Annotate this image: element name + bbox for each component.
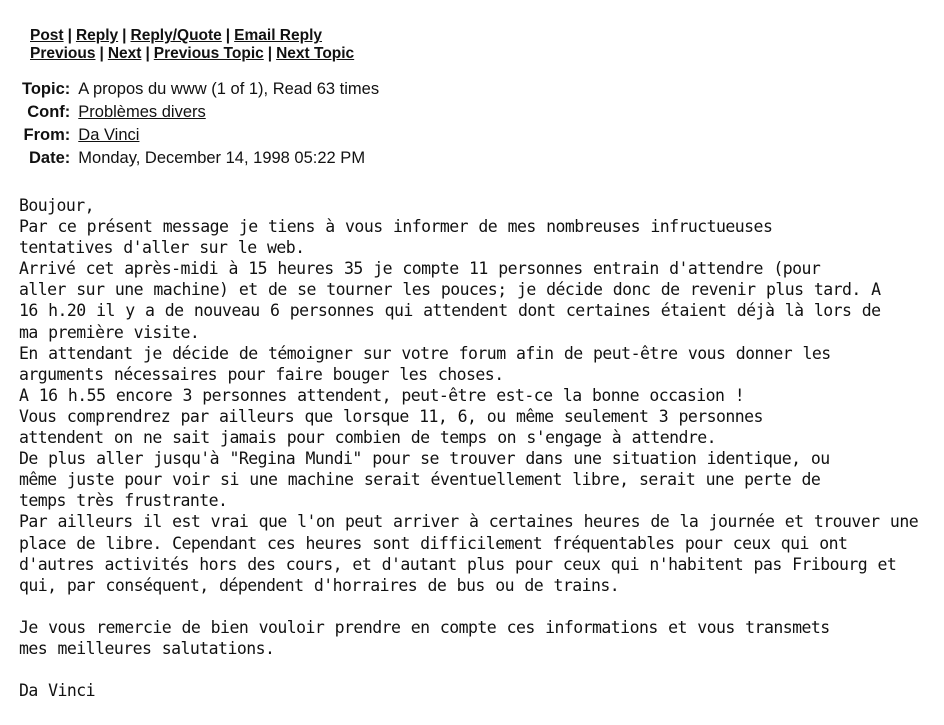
- message-line: tentatives d'aller sur le web.: [19, 238, 305, 258]
- message-line: même juste pour voir si une machine serait éventuellement libre, serait une perte de: [19, 470, 821, 490]
- message-line: mes meilleures salutations.: [19, 638, 275, 658]
- message-line: En attendant je décide de témoigner sur votre forum afin de peut-être vous donner les: [19, 343, 831, 363]
- message-body: [19, 195, 939, 701]
- topic-row: [22, 78, 379, 101]
- message-line: A 16 h.55 encore 3 personnes attendent, peut-être est-ce la bonne occasion !: [19, 385, 745, 405]
- from-row: [22, 124, 379, 147]
- message-line: attendent on ne sait jamais pour combien de temps on s'engage à attendre.: [19, 428, 717, 448]
- reply-link[interactable]: Reply: [75, 27, 119, 44]
- message-line: 16 h.20 il y a de nouveau 6 personnes qui attendent dont certaines étaient déjà là lors de: [19, 301, 881, 321]
- nav-separator: |: [145, 45, 150, 62]
- message-line: aller sur une machine) et de se tourner les pouces; je décide donc de revenir plus tard. A: [19, 280, 881, 300]
- message-line: Par ailleurs il est vrai que l'on peut arriver à certaines heures de la journée et trouver une: [19, 512, 919, 532]
- topic-label: Topic:: [22, 80, 71, 98]
- next-topic-link[interactable]: Next Topic: [276, 45, 355, 62]
- message-line: Je vous remercie de bien vouloir prendre en compte ces informations et vous transmets: [19, 617, 830, 637]
- author-link[interactable]: Da Vinci: [78, 126, 140, 144]
- message-line: ma première visite.: [19, 322, 200, 342]
- nav-separator: |: [99, 45, 104, 62]
- post-link[interactable]: Post: [30, 27, 64, 44]
- message-line: qui, par conséquent, dépendent d'horraires de bus ou de trains.: [19, 575, 620, 595]
- message-header: [22, 78, 379, 170]
- message-line: temps très frustrante.: [19, 491, 228, 511]
- nav-row-browse: [30, 45, 354, 63]
- email-reply-link[interactable]: Email Reply: [234, 27, 323, 44]
- nav-row-actions: [30, 27, 354, 45]
- reply-quote-link[interactable]: Reply/Quote: [130, 27, 222, 44]
- from-value-cell: [78, 124, 379, 147]
- conf-label: Conf:: [27, 103, 71, 121]
- blank-line: [19, 596, 939, 617]
- nav-separator: |: [267, 45, 273, 62]
- previous-topic-link[interactable]: Previous Topic: [153, 45, 264, 62]
- conf-link[interactable]: Problèmes divers: [78, 103, 206, 121]
- message-line: Vous comprendrez par ailleurs que lorsque 11, 6, ou même seulement 3 personnes: [19, 406, 763, 426]
- message-line: Boujour,: [19, 196, 95, 215]
- blank-line: [19, 659, 939, 680]
- message-line: Par ce présent message je tiens à vous informer de mes nombreuses infructueuses: [19, 217, 773, 237]
- previous-link[interactable]: Previous: [30, 45, 96, 62]
- message-line: De plus aller jusqu'à "Regina Mundi" pour se trouver dans une situation identique, ou: [19, 449, 830, 469]
- message-line: Da Vinci: [19, 681, 96, 701]
- message-line: place de libre. Cependant ces heures sont difficilement fréquentables pour ceux qui ont: [19, 533, 848, 553]
- from-label: From:: [23, 126, 71, 144]
- nav-separator: |: [122, 27, 127, 44]
- date-label: Date:: [29, 149, 71, 167]
- message-line: d'autres activités hors des cours, et d'autant plus pour ceux qui n'habitent pas Fribourg et: [19, 554, 897, 574]
- message-line: arguments nécessaires pour faire bouger les choses.: [19, 364, 504, 384]
- conf-value-cell: [78, 101, 379, 124]
- date-row: [22, 147, 379, 170]
- message-navigation: [30, 27, 354, 63]
- date-value: Monday, December 14, 1998 05:22 PM: [78, 149, 366, 167]
- topic-value: A propos du www (1 of 1), Read 63 times: [78, 80, 380, 98]
- message-line: Arrivé cet après-midi à 15 heures 35 je compte 11 personnes entrain d'attendre (pour: [19, 259, 821, 279]
- nav-separator: |: [67, 27, 72, 44]
- conf-row: [22, 101, 379, 124]
- nav-separator: |: [225, 27, 231, 44]
- next-link[interactable]: Next: [107, 45, 142, 62]
